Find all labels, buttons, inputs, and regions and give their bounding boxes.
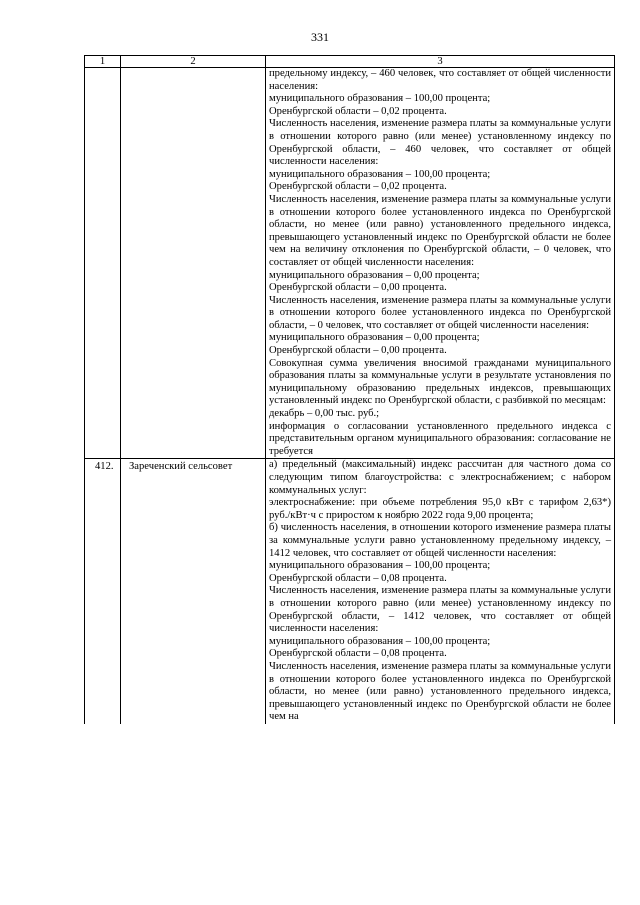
text-line: Оренбургской области – 0,08 процента.: [269, 648, 447, 660]
header-col-1: 1: [85, 56, 121, 68]
text-line: Оренбургской области – 0,00 процента.: [269, 345, 447, 357]
text-line: муниципального образования – 100,00 процента;: [269, 635, 491, 647]
text-paragraph: б) численность населения, в отношении которого изменение размера платы за коммунальные услуги равно установленному предельному индексу, – 1412 человек, что составляет от общей численности населения:: [269, 522, 611, 559]
text-line: муниципального образования – 100,00 процента;: [269, 93, 491, 105]
table-header-row: [85, 56, 615, 68]
table-row-continued: [85, 68, 615, 459]
header-col-3: 3: [266, 56, 615, 68]
text-paragraph: Численность населения, изменение размера платы за коммунальные услуги в отношении которого более установленного индекса по Оренбургской области, но менее (или равно) установленного предельного индекса, превышающего установленный индекс по Оренбургской области не более чем на: [269, 660, 611, 723]
text-paragraph: Совокупная сумма увеличения вносимой гражданами муниципального образования платы за коммунальные услуги в результате установления по муниципальному образованию предельных индексов, превышающих установленный индекс по Оренбургской области, с разбивкой по месяцам:: [269, 357, 611, 407]
page-number: 331: [311, 30, 329, 44]
text-paragraph: Численность населения, изменение размера платы за коммунальные услуги в отношении которого более установленного индекса по Оренбургской области, – 0 человек, что составляет от общей численности населения:: [269, 294, 611, 331]
text-paragraph: Численность населения, изменение размера платы за коммунальные услуги в отношении которого более установленного индекса по Оренбургской области, но менее (или равно) установленного предельного индекса, превышающего установленный индекс по Оренбургской области не более чем на величину отклонения по Оренбургской области, – 0 человек, что составляет от общей численности населения:: [269, 193, 611, 268]
table-row-412: [85, 459, 615, 724]
row-name: Зареченский сельсовет: [121, 459, 266, 724]
cell-content-continued: [266, 68, 615, 459]
cell-content-412: [266, 459, 615, 724]
text-line: Оренбургской области – 0,08 процента.: [269, 572, 447, 584]
text-line: Оренбургской области – 0,02 процента.: [269, 105, 447, 117]
text-line: муниципального образования – 0,00 процента;: [269, 269, 480, 281]
text-paragraph: информация о согласовании установленного предельного индекса с представительным органом муниципального образования: согласование не требуется: [269, 420, 611, 457]
text-paragraph: Численность населения, изменение размера платы за коммунальные услуги в отношении которого равно (или менее) установленному индексу по Оренбургской области, – 1412 человек, что составляет от общей численности населения:: [269, 585, 611, 635]
text-line: предельному индексу, – 460 человек, что составляет от общей численности населения:: [269, 68, 611, 92]
text-paragraph: а) предельный (максимальный) индекс рассчитан для частного дома со следующим типом благоустройства: с электроснабжением; с набором коммунальных услуг:: [269, 459, 611, 496]
text-line: муниципального образования – 100,00 процента;: [269, 168, 491, 180]
document-table: [84, 55, 615, 724]
row-number: 412.: [85, 459, 121, 724]
text-paragraph: электроснабжение: при объеме потребления 95,0 кВт с тарифом 2,63*) руб./кВт·ч с приростом к ноябрю 2022 года 9,00 процента;: [269, 497, 611, 521]
text-paragraph: Численность населения, изменение размера платы за коммунальные услуги в отношении которого равно (или менее) установленному индексу по Оренбургской области, – 460 человек, что составляет от общей численности населения:: [269, 118, 611, 168]
text-line: декабрь – 0,00 тыс. руб.;: [269, 408, 380, 420]
text-line: муниципального образования – 100,00 процента;: [269, 560, 491, 572]
text-line: Оренбургской области – 0,02 процента.: [269, 181, 447, 193]
cell-name-empty: [121, 68, 266, 459]
header-col-2: 2: [121, 56, 266, 68]
text-line: Оренбургской области – 0,00 процента.: [269, 282, 447, 294]
text-line: муниципального образования – 0,00 процента;: [269, 332, 480, 344]
cell-number-empty: [85, 68, 121, 459]
